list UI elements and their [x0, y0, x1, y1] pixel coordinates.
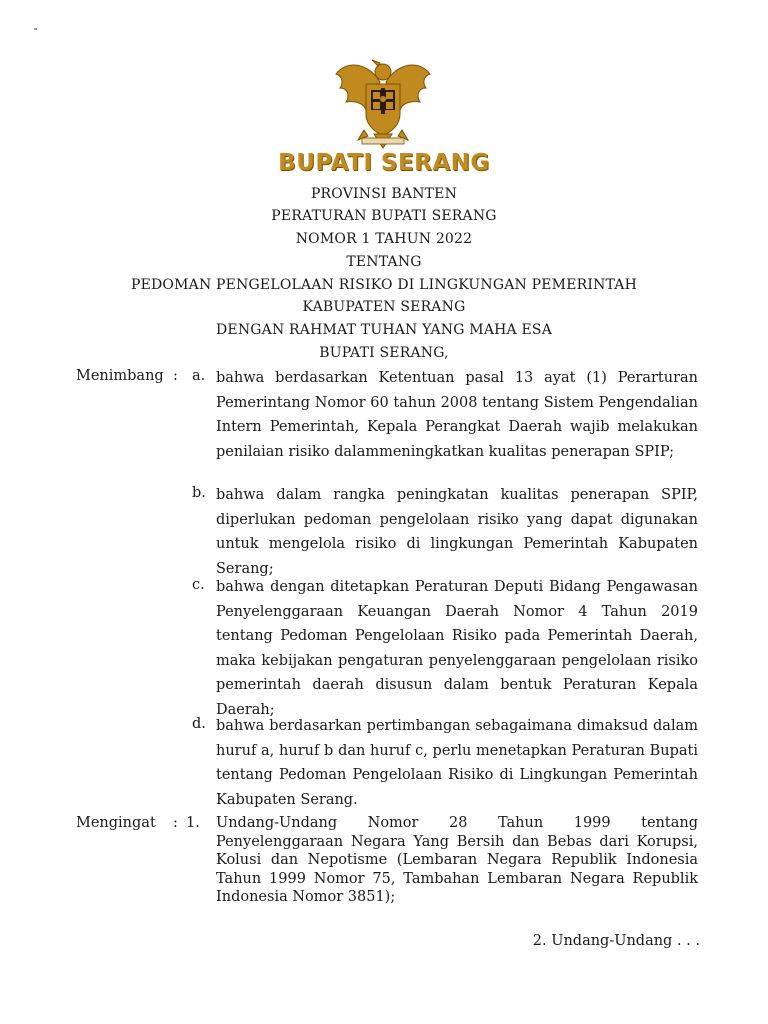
- scan-speck: [34, 28, 37, 30]
- regulation-number: NOMOR 1 TAHUN 2022: [295, 231, 473, 247]
- about-heading: TENTANG: [346, 254, 422, 270]
- garuda-emblem-icon: [328, 52, 438, 152]
- continuation-note: 2. Undang-Undang . . .: [532, 933, 700, 949]
- issuer-line: BUPATI SERANG,: [319, 345, 449, 361]
- regulation-heading: PERATURAN BUPATI SERANG: [271, 208, 497, 224]
- menimbang-label: Menimbang: [76, 368, 164, 384]
- issuer-title: BUPATI SERANG: [278, 150, 490, 176]
- province-heading: PROVINSI BANTEN: [310, 186, 458, 202]
- menimbang-item-letter: c.: [192, 577, 205, 593]
- mengingat-item-number: 1.: [186, 815, 200, 831]
- mengingat-item-text: Undang-Undang Nomor 28 Tahun 1999 tentang Penyelenggaraan Negara Yang Bersih dan Bebas dari Korupsi, Kolusi dan Nepotisme (Lembaran Negara Republik Indonesia Tahun 1999 Nomor 75, Tambahan Lembaran Negara Republik Indonesia Nomor 3851);: [216, 815, 698, 905]
- menimbang-item-letter: d.: [192, 716, 206, 732]
- mengingat-label: Mengingat: [76, 815, 156, 831]
- blessing-line: DENGAN RAHMAT TUHAN YANG MAHA ESA: [215, 322, 553, 338]
- menimbang-item-text: bahwa dengan ditetapkan Peraturan Deputi Bidang Pengawasan Penyelenggaraan Keuangan Daerah Nomor 4 Tahun 2019 tentang Pedoman Pengelolaan Risiko pada Pemerintah Daerah, maka kebijakan pengaturan penyelenggaraan pengelolaan risiko pemerintah daerah disusun dalam bentuk Peraturan Kepala Daerah;: [216, 579, 698, 718]
- menimbang-item-letter: b.: [192, 485, 206, 501]
- menimbang-item-text: bahwa dalam rangka peningkatan kualitas penerapan SPIP, diperlukan pedoman pengelolaan risiko yang dapat digunakan untuk mengelola risiko di lingkungan Pemerintah Kabupaten Serang;: [216, 487, 698, 577]
- subject-line-2: KABUPATEN SERANG: [302, 299, 466, 315]
- subject-line-1: PEDOMAN PENGELOLAAN RISIKO DI LINGKUNGAN PEMERINTAH: [130, 277, 638, 293]
- menimbang-item-letter: a.: [192, 368, 206, 384]
- menimbang-item-text: bahwa berdasarkan Ketentuan pasal 13 ayat (1) Perarturan Pemerintang Nomor 60 tahun 2008 tentang Sistem Pengendalian Intern Pemerintah, Kepala Perangkat Daerah wajib melakukan penilaian risiko dalammeningkatkan kualitas penerapan SPIP;: [216, 370, 698, 460]
- menimbang-item-text: bahwa berdasarkan pertimbangan sebagaimana dimaksud dalam huruf a, huruf b dan huruf c, perlu menetapkan Peraturan Bupati tentang Pedoman Pengelolaan Risiko di Lingkungan Pemerintah Kabupaten Serang.: [216, 718, 698, 808]
- mengingat-colon: :: [173, 815, 178, 831]
- menimbang-colon: :: [173, 368, 178, 384]
